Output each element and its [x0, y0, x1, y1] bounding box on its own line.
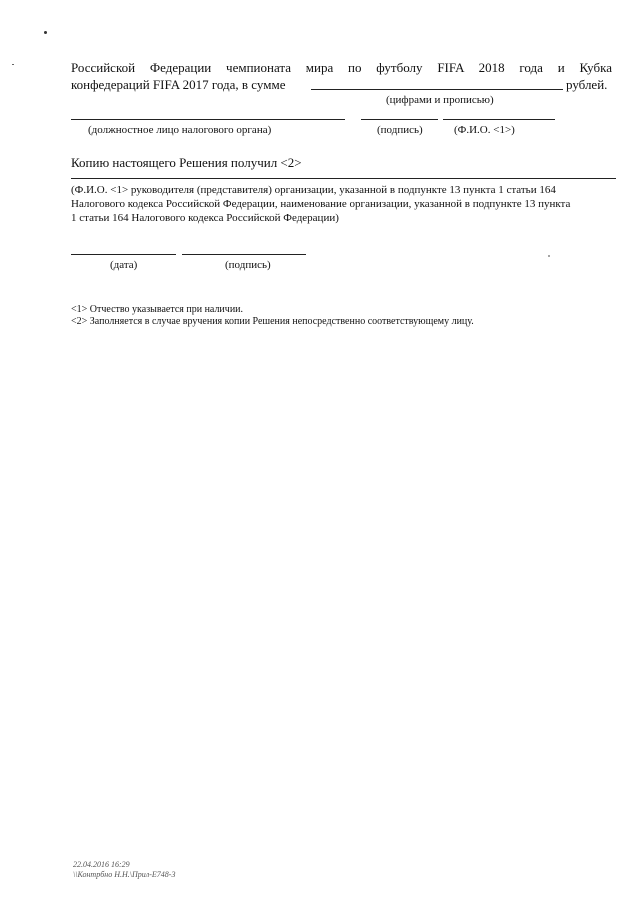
paragraph-line-2-end: рублей.	[566, 77, 608, 92]
official-line	[71, 119, 345, 120]
receipt-caption-line-1: (Ф.И.О. <1> руководителя (представителя) организации, указанной в подпункте 13 пункта 1 статьи 164	[71, 184, 556, 196]
name-line	[443, 119, 555, 120]
scan-speck	[12, 64, 14, 65]
name-label: (Ф.И.О. <1>)	[454, 124, 515, 136]
paragraph-line-2: конфедераций FIFA 2017 года, в сумме	[71, 77, 286, 92]
signature-label: (подпись)	[377, 124, 423, 136]
scan-speck	[44, 31, 47, 34]
amount-caption: (цифрами и прописью)	[386, 94, 494, 106]
receipt-signature-line	[182, 254, 306, 255]
signature-line	[361, 119, 438, 120]
receipt-caption-line-2: Налогового кодекса Российской Федерации, наименование организации, указанной в подпункте 13 пункта	[71, 198, 571, 210]
official-label: (должностное лицо налогового органа)	[88, 124, 272, 136]
amount-blank-line	[311, 89, 563, 90]
scan-speck	[548, 255, 550, 257]
date-label: (дата)	[110, 259, 138, 271]
receipt-signature-label: (подпись)	[225, 259, 271, 271]
note-2: <2> Заполняется в случае вручения копии Решения непосредственно соответствующему лицу.	[71, 316, 474, 327]
date-line	[71, 254, 176, 255]
footer-timestamp: 22.04.2016 16:29	[73, 860, 130, 869]
receipt-name-line	[71, 178, 616, 179]
receipt-caption-line-3: 1 статьи 164 Налогового кодекса Российской Федерации)	[71, 212, 339, 224]
paragraph-line-1: Российской Федерации чемпионата мира по футболу FIFA 2018 года и Кубка	[71, 60, 612, 75]
footer-filepath: \\Контрбно Н.Н.\Прил-Е748-3	[73, 870, 176, 879]
note-1: <1> Отчество указывается при наличии.	[71, 304, 244, 315]
receipt-heading: Копию настоящего Решения получил <2>	[71, 155, 302, 170]
